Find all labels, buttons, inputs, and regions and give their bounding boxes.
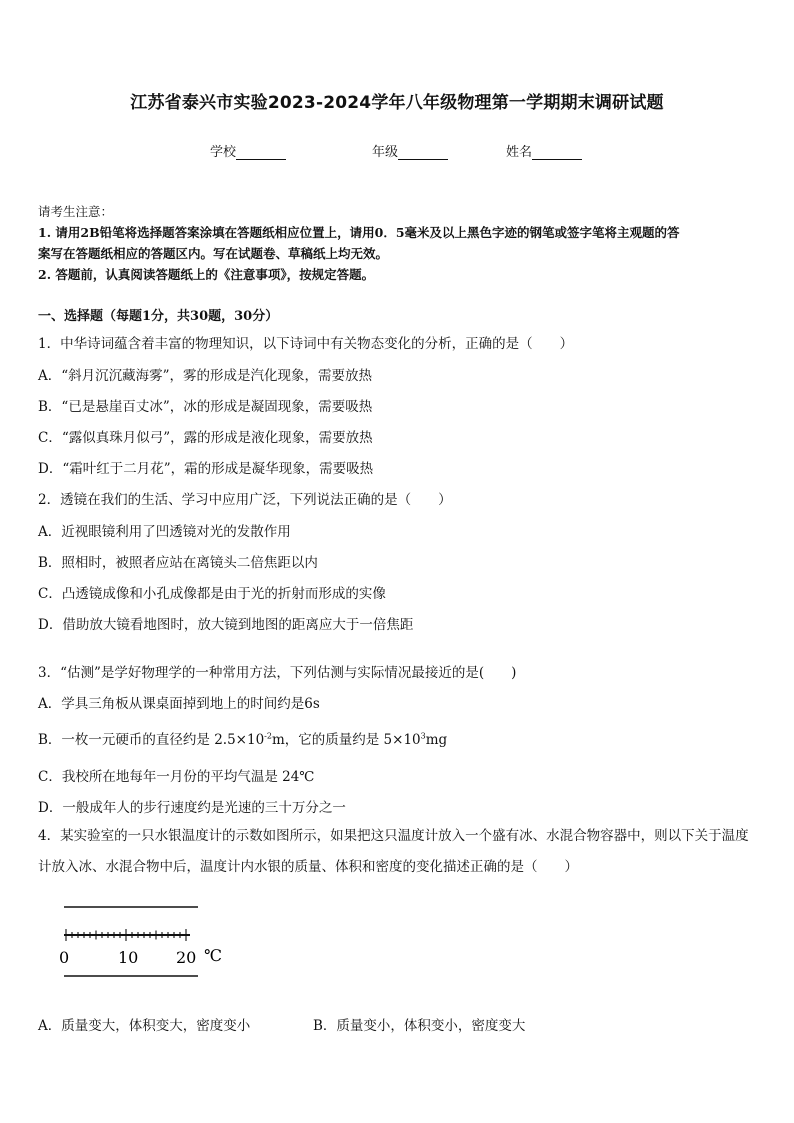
name-label: 姓名 bbox=[506, 145, 533, 160]
scale-label-0: 0 bbox=[59, 948, 70, 967]
scale-label-20: 20 bbox=[176, 948, 197, 967]
section-heading: 一、选择题（每题1分，共30题，30分） bbox=[38, 309, 279, 324]
name-blank[interactable] bbox=[532, 146, 582, 160]
notice-heading: 请考生注意： bbox=[38, 204, 114, 219]
grade-label: 年级 bbox=[372, 145, 399, 160]
q3-option-b-text-1: B．一枚一元硬币的直径约是 2.5×10 bbox=[38, 732, 265, 748]
school-field[interactable] bbox=[210, 141, 286, 160]
q3-option-b-text-2: m，它的质量约是 5×10 bbox=[271, 732, 421, 748]
scale-label-10: 10 bbox=[118, 948, 139, 967]
thermometer-scale-ticks bbox=[66, 929, 186, 941]
q3-option-b-exponent-1: -2 bbox=[264, 731, 272, 741]
q2-option-c[interactable]: C．凸透镜成像和小孔成像都是由于光的折射而形成的实像 bbox=[38, 586, 386, 602]
scale-unit-label: ℃ bbox=[204, 946, 222, 965]
q3-option-b-exponent-2: 3 bbox=[420, 731, 426, 741]
name-field[interactable] bbox=[506, 141, 582, 160]
q3-option-b[interactable] bbox=[38, 728, 447, 748]
q4-stem: 4．某实验室的一只水银温度计的示数如图所示，如果把这只温度计放入一个盛有冰、水混合物容器中，则以下关于温度计放入冰、水混合物中后，温度计内水银的质量、体积和密度的变化描述正确的是（ ） bbox=[38, 828, 749, 875]
notice-block bbox=[38, 201, 760, 285]
school-blank[interactable] bbox=[236, 146, 286, 160]
q4-option-b[interactable]: B．质量变小，体积变小，密度变大 bbox=[313, 1018, 526, 1034]
q3-option-d[interactable]: D．一般成年人的步行速度约是光速的三十万分之一 bbox=[38, 800, 346, 816]
q1-option-d[interactable]: D．“霜叶红于二月花”，霜的形成是凝华现象，需要吸热 bbox=[38, 461, 374, 477]
q1-option-a[interactable]: A．“斜月沉沉藏海雾”，雾的形成是汽化现象，需要放热 bbox=[38, 368, 373, 384]
thermometer-figure bbox=[58, 903, 228, 983]
q2-option-a[interactable]: A．近视眼镜利用了凹透镜对光的发散作用 bbox=[38, 524, 291, 540]
q4-option-a[interactable]: A．质量变大，体积变大，密度变小 bbox=[38, 1018, 251, 1034]
q1-option-b[interactable]: B．“已是悬崖百丈冰”，冰的形成是凝固现象，需要吸热 bbox=[38, 399, 373, 415]
q1-stem: 1．中华诗词蕴含着丰富的物理知识，以下诗词中有关物态变化的分析，正确的是（ ） bbox=[38, 336, 574, 352]
grade-field[interactable] bbox=[372, 141, 448, 160]
q2-option-d[interactable]: D．借助放大镜看地图时，放大镜到地图的距离应大于一倍焦距 bbox=[38, 617, 414, 633]
grade-blank[interactable] bbox=[398, 146, 448, 160]
q2-option-b[interactable]: B．照相时，被照者应站在离镜头二倍焦距以内 bbox=[38, 555, 318, 571]
student-info-row bbox=[0, 141, 794, 159]
school-label: 学校 bbox=[210, 145, 237, 160]
page-title: 江苏省泰兴市实验2023-2024学年八年级物理第一学期期末调研试题 bbox=[130, 93, 664, 113]
q2-stem: 2．透镜在我们的生活、学习中应用广泛，下列说法正确的是（ ） bbox=[38, 492, 452, 508]
q3-option-b-text-3: mg bbox=[425, 732, 448, 748]
notice-item-2: 2. 答题前，认真阅读答题纸上的《注意事项》，按规定答题。 bbox=[38, 267, 375, 282]
notice-item-1-line-2: 案写在答题纸相应的答题区内。写在试题卷、草稿纸上均无效。 bbox=[38, 246, 389, 261]
notice-item-1-line-1: 1. 请用2B铅笔将选择题答案涂填在答题纸相应位置上，请用0．5毫米及以上黑色字迹的钢笔或签字笔将主观题的答 bbox=[38, 225, 680, 240]
q3-stem: 3．“估测”是学好物理学的一种常用方法，下列估测与实际情况最接近的是( ) bbox=[38, 665, 517, 681]
q1-option-c[interactable]: C．“露似真珠月似弓”，露的形成是液化现象，需要放热 bbox=[38, 430, 373, 446]
q3-option-c[interactable]: C．我校所在地每年一月份的平均气温是 24℃ bbox=[38, 769, 315, 785]
q3-option-a[interactable]: A．学具三角板从课桌面掉到地上的时间约是6s bbox=[38, 696, 320, 712]
